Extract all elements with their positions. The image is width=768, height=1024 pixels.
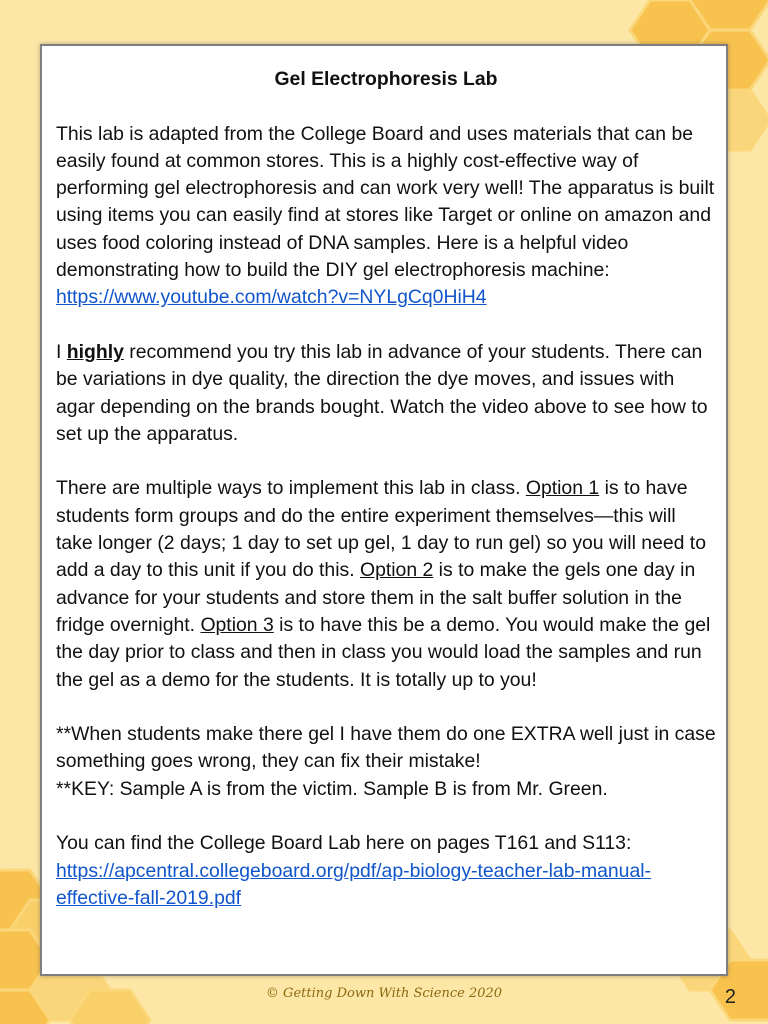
college-board-link[interactable]: https://apcentral.collegeboard.org/pdf/ap-biology-teacher-lab-manual-effective-fall-2019.pdf — [56, 859, 651, 909]
video-link[interactable]: https://www.youtube.com/watch?v=NYLgCq0HiH4 — [56, 286, 487, 309]
option1-label: Option 1 — [525, 477, 600, 500]
advice-paragraph — [56, 339, 716, 448]
option1-text: is to have students form groups and do the entire experiment themselves—this will take longer (2 days; 1 day to set up gel, 1 day to run gel) so you will need to add a day to this unit if you do this. — [56, 477, 706, 582]
document-title: Gel Electrophoresis Lab — [274, 68, 498, 90]
intro-text: This lab is adapted from the College Board and uses materials that can be easily found at common stores. This is a highly cost-effective way of performing gel electrophoresis and can work very well! The apparatus is built using items you can easily find at stores like Target or online on amazon and uses food coloring instead of DNA samples. Here is a helpful video demonstrating how to build the DIY gel electrophoresis machine: — [56, 122, 715, 282]
page-number: 2 — [724, 986, 736, 1008]
answer-key-note: **KEY: Sample A is from the victim. Sample B is from Mr. Green. — [56, 777, 608, 800]
extra-well-note: **When students make there gel I have them do one EXTRA well just in case something goes wrong, they can fix their mistake! — [56, 723, 716, 773]
advice-pre: I — [56, 340, 67, 363]
document-content — [56, 66, 716, 912]
advice-emphasis: highly — [66, 340, 124, 363]
college-board-text: You can find the College Board Lab here on pages T161 and S113: — [56, 832, 632, 855]
option3-text: is to have this be a demo. You would make the gel the day prior to class and then in class you would load the samples and run the gel as a demo for the students. It is totally up to you! — [56, 613, 711, 691]
document-page — [40, 44, 728, 976]
option2-text: is to make the gels one day in advance for your students and store them in the salt buffer solution in the fridge overnight. — [56, 559, 696, 636]
footer-credit: © Getting Down With Science 2020 — [265, 986, 503, 1001]
intro-paragraph — [56, 121, 716, 312]
option2-label: Option 2 — [359, 559, 434, 582]
options-lead: There are multiple ways to implement this lab in class. — [56, 477, 526, 500]
option3-label: Option 3 — [200, 613, 274, 636]
college-board-paragraph — [56, 858, 716, 913]
options-paragraph — [56, 475, 716, 693]
advice-post: recommend you try this lab in advance of your students. There can be variations in dye quality, the direction the dye moves, and issues with agar depending on the brands bought. Watch the video above to see how to set up the apparatus. — [56, 340, 708, 445]
